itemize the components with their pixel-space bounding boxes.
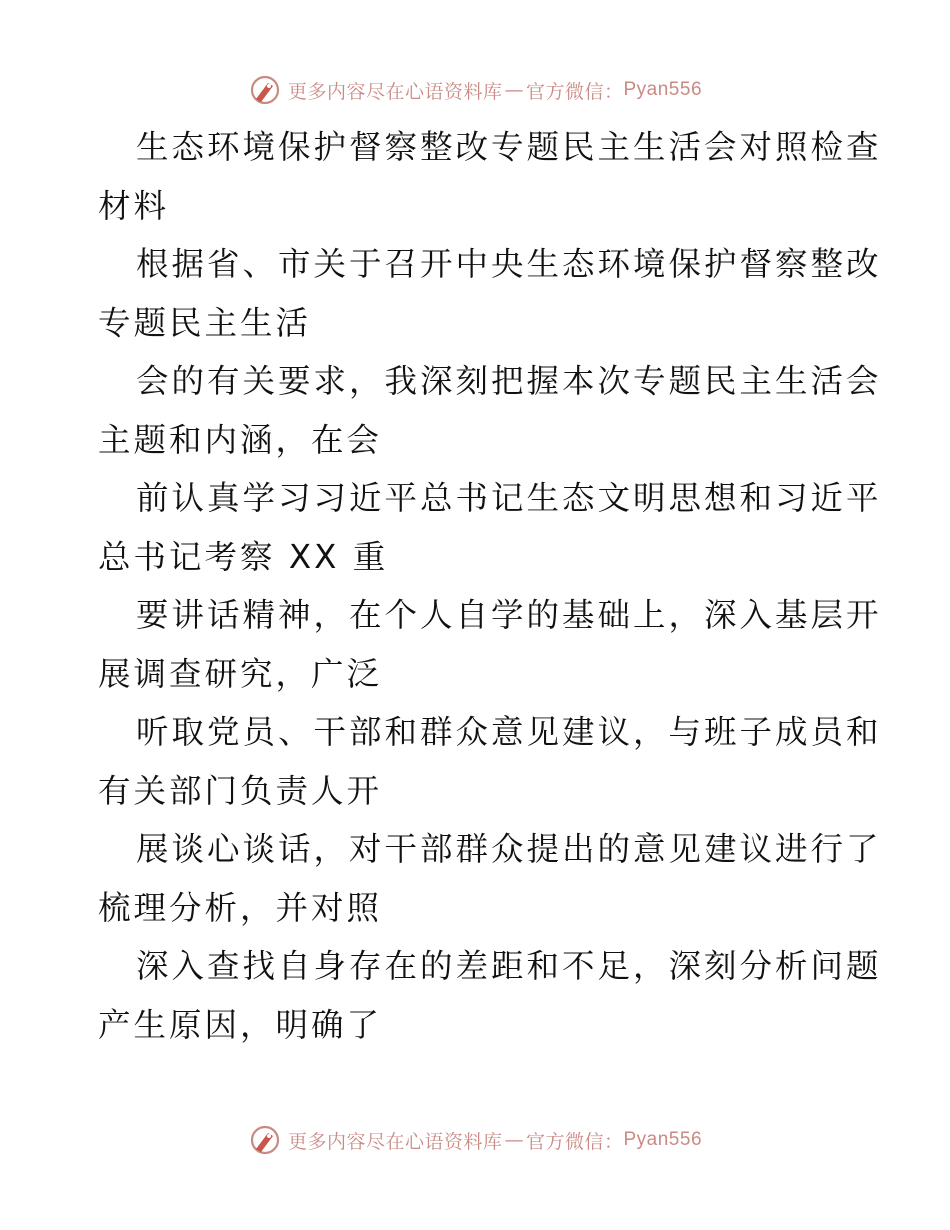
text-line: 生态环境保护督察整改专题民主生活会对照检查 <box>136 128 882 166</box>
watermark-brand-text: 更多内容尽在心语资料库 <box>287 1130 503 1153</box>
text-line: 根据省、市关于召开中央生态环境保护督察整改 <box>136 245 882 283</box>
pen-nib-icon <box>248 73 282 107</box>
text-line: 产生原因，明确了 <box>98 1005 383 1044</box>
text-line: 听取党员、干部和群众意见建议，与班子成员和 <box>136 713 882 751</box>
text-line: 主题和内涵，在会 <box>98 420 383 459</box>
watermark-wechat-label: 官方微信： <box>525 1130 624 1153</box>
text-line: 要讲话精神，在个人自学的基础上，深入基层开 <box>136 596 882 634</box>
footer-watermark <box>0 1120 950 1160</box>
watermark-wechat-id: Pyan556 <box>623 1129 703 1150</box>
watermark-brand-text: 更多内容尽在心语资料库 <box>287 80 503 103</box>
text-line: 展谈心谈话，对干部群众提出的意见建议进行了 <box>136 830 882 868</box>
text-line: 前认真学习习近平总书记生态文明思想和习近平 <box>136 479 882 517</box>
text-line: 会的有关要求，我深刻把握本次专题民主生活会 <box>136 362 882 400</box>
watermark-wechat-label: 官方微信： <box>525 80 624 103</box>
text-line: 专题民主生活 <box>98 303 312 342</box>
watermark-separator: — <box>504 1129 524 1151</box>
pen-nib-icon <box>248 1123 282 1157</box>
text-line: 梳理分析，并对照 <box>98 888 383 927</box>
text-line: 材料 <box>98 186 170 225</box>
text-line: 有关部门负责人开 <box>98 771 383 810</box>
watermark-wechat-id: Pyan556 <box>623 79 703 100</box>
watermark-separator: — <box>504 79 524 101</box>
document-body <box>98 118 882 1054</box>
text-line: 总书记考察 XX 重 <box>98 537 389 576</box>
text-line: 深入查找自身存在的差距和不足，深刻分析问题 <box>136 947 882 985</box>
header-watermark <box>0 70 950 110</box>
text-line: 展调查研究，广泛 <box>98 654 383 693</box>
